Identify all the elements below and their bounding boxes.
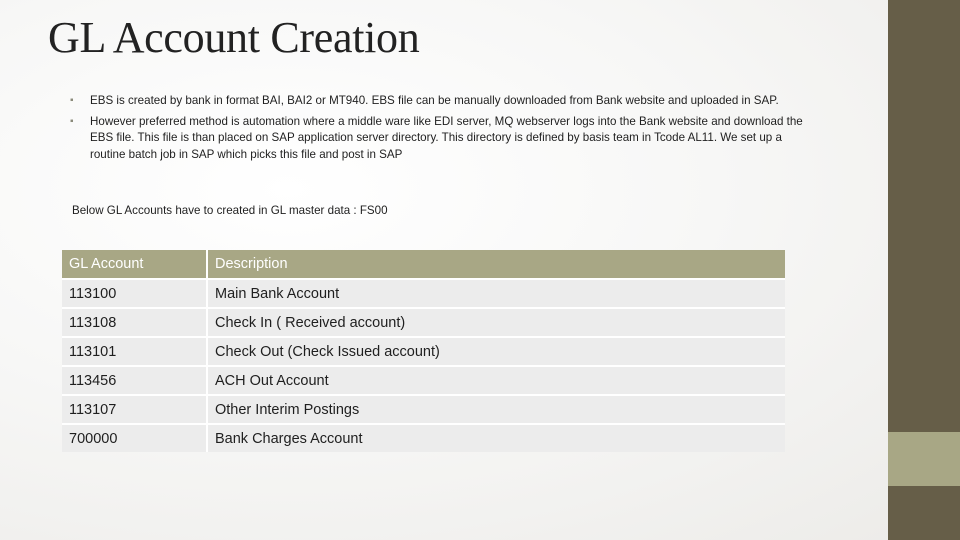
description-cell: Main Bank Account [208, 280, 785, 309]
header-description: Description [208, 250, 785, 280]
bullet-item [70, 93, 815, 110]
bullet-text: EBS is created by bank in format BAI, BAI2 or MT940. EBS file can be manually downloaded from Bank website and uploaded in SAP. [90, 94, 779, 107]
gl-account-cell: 113107 [62, 396, 208, 425]
description-cell: Check In ( Received account) [208, 309, 785, 338]
table-row [62, 396, 785, 425]
table-row [62, 309, 785, 338]
header-gl-account: GL Account [62, 250, 208, 280]
description-cell: Check Out (Check Issued account) [208, 338, 785, 367]
gl-note: Below GL Accounts have to created in GL master data : FS00 [72, 204, 388, 217]
gl-account-cell: 113456 [62, 367, 208, 396]
description-cell: Bank Charges Account [208, 425, 785, 452]
table-header-row [62, 250, 785, 280]
table-row [62, 338, 785, 367]
bullet-list [70, 93, 815, 167]
gl-account-table [62, 250, 785, 452]
gl-account-cell: 113101 [62, 338, 208, 367]
sidebar-accent-block [888, 432, 960, 486]
gl-account-cell: 113108 [62, 309, 208, 338]
gl-account-cell: 700000 [62, 425, 208, 452]
bullet-icon: ▪ [70, 115, 74, 127]
table-row [62, 367, 785, 396]
bullet-item [70, 114, 815, 164]
slide-title: GL Account Creation [48, 13, 420, 62]
description-cell: Other Interim Postings [208, 396, 785, 425]
gl-account-cell: 113100 [62, 280, 208, 309]
description-cell: ACH Out Account [208, 367, 785, 396]
bullet-text: However preferred method is automation where a middle ware like EDI server, MQ webserver logs into the Bank website and download the EBS file. This file is than placed on SAP application server directory. This directory is defined by basis team in Tcode AL11. We set up a routine batch job in SAP which picks this file and post in SAP [90, 114, 803, 161]
table-row [62, 425, 785, 452]
bullet-icon: ▪ [70, 95, 74, 106]
table-row [62, 280, 785, 309]
